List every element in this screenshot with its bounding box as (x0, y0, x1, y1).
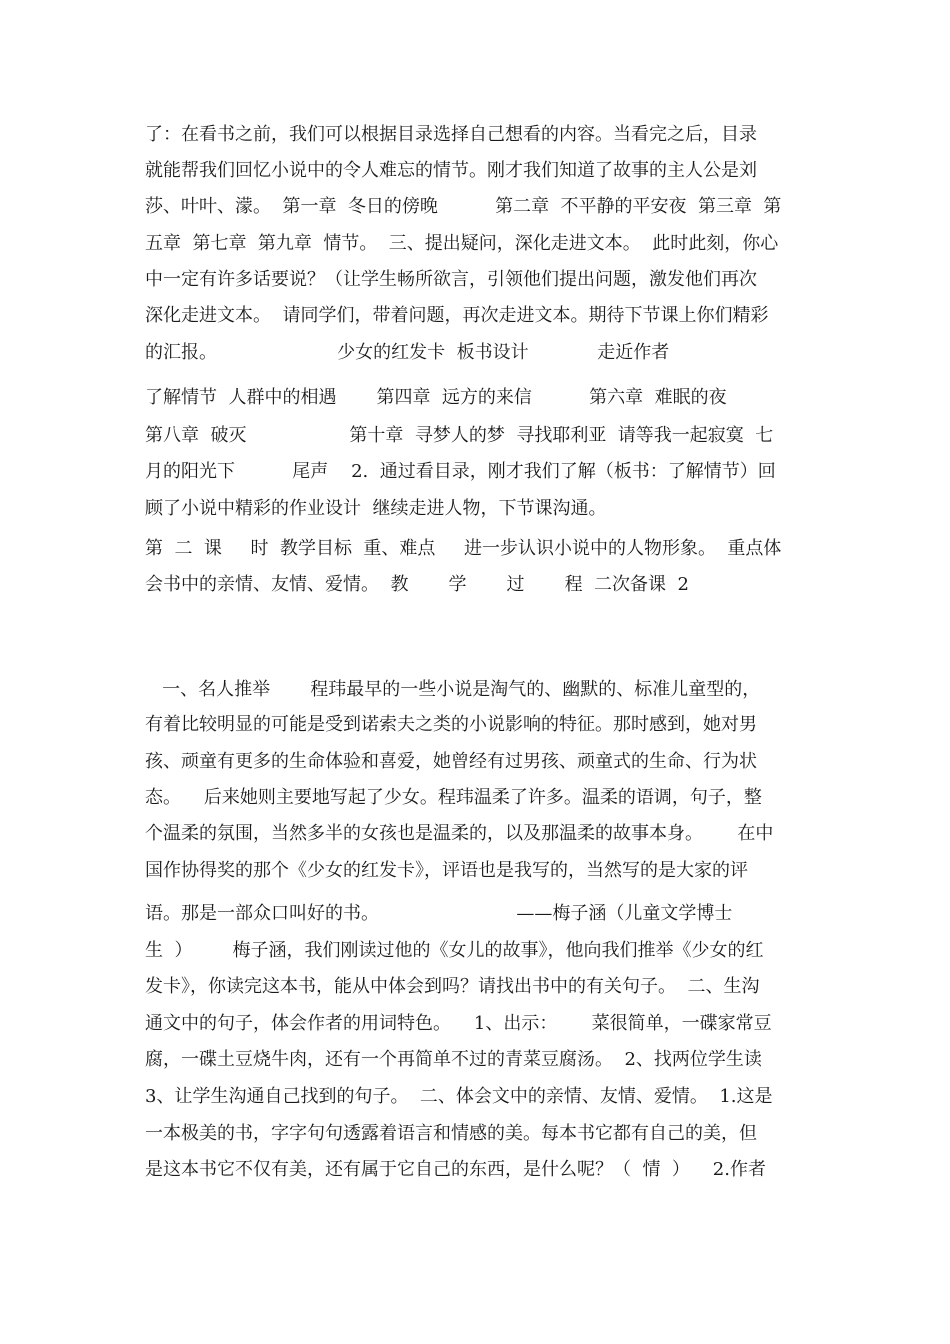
text-line: 国作协得奖的那个《少女的红发卡》，评语也是我写的，当然写的是大家的评 (145, 860, 748, 881)
text-line: 生 ） 梅子涵，我们刚读过他的《女儿的故事》，他向我们推举《少女的红 (145, 940, 764, 961)
text-line: 了：在看书之前，我们可以根据目录选择自己想看的内容。当看完之后，目录 (145, 124, 757, 145)
text-line: 深化走进文本。 请同学们，带着问题，再次走进文本。期待下节课上你们精彩 (145, 305, 769, 326)
text-line: 五章 第七章 第九章 情节。 三、提出疑问，深化走进文本。 此时此刻，你心 (145, 233, 779, 254)
text-line: 腐，一碟土豆烧牛肉，还有一个再简单不过的青菜豆腐汤。 2、找两位学生读 (145, 1049, 762, 1070)
text-line: 一、名人推举 程玮最早的一些小说是淘气的、幽默的、标准儿童型的， (145, 679, 761, 700)
text-line: 顾了小说中精彩的作业设计 继续走进人物，下节课沟通。 (145, 498, 607, 519)
text-line: 有着比较明显的可能是受到诺索夫之类的小说影响的特征。那时感到，她对男 (145, 714, 757, 735)
text-line: 孩、顽童有更多的生命体验和喜爱，她曾经有过男孩、顽童式的生命、行为状 (145, 751, 757, 772)
text-line: 会书中的亲情、友情、爱情。 教 学 过 程 二次备课 2 (145, 574, 689, 595)
text-line: 的汇报。 少女的红发卡 板书设计 走近作者 (145, 342, 670, 363)
text-line: 月的阳光下 尾声 2. 通过看目录，刚才我们了解（板书：了解情节）回 (145, 461, 776, 482)
text-line: 个温柔的氛围，当然多半的女孩也是温柔的，以及那温柔的故事本身。 在中 (145, 823, 774, 844)
text-line: 第 二 课 时 教学目标 重、难点 进一步认识小说中的人物形象。 重点体 (145, 538, 782, 559)
text-line: 第八章 破灭 第十章 寻梦人的梦 寻找耶利亚 请等我一起寂寞 七 (145, 425, 774, 446)
text-line: 莎、叶叶、濛。 第一章 冬日的傍晚 第二章 不平静的平安夜 第三章 第 (145, 196, 782, 217)
text-line: 态。 后来她则主要地写起了少女。程玮温柔了许多。温柔的语调，句子，整 (145, 787, 762, 808)
text-line: 3、让学生沟通自己找到的句子。 二、体会文中的亲情、友情、爱情。 1.这是 (145, 1086, 773, 1107)
text-line: 是这本书它不仅有美，还有属于它自己的东西，是什么呢？（ 情 ） 2.作者 (145, 1159, 766, 1180)
text-line: 一本极美的书，字字句句透露着语言和情感的美。每本书它都有自己的美，但 (145, 1123, 757, 1144)
text-line: 语。那是一部众口叫好的书。 ——梅子涵（儿童文学博士 (145, 903, 733, 924)
text-line: 发卡》，你读完这本书，能从中体会到吗？请找出书中的有关句子。 二、生沟 (145, 976, 760, 997)
text-line: 就能帮我们回忆小说中的令人难忘的情节。刚才我们知道了故事的主人公是刘 (145, 160, 757, 181)
text-line: 通文中的句子，体会作者的用词特色。 1、出示： 菜很简单，一碟家常豆 (145, 1013, 772, 1034)
text-line: 中一定有许多话要说？（让学生畅所欲言，引领他们提出问题，激发他们再次 (145, 269, 757, 290)
text-line: 了解情节 人群中的相遇 第四章 远方的来信 第六章 难眠的夜 (145, 387, 727, 408)
